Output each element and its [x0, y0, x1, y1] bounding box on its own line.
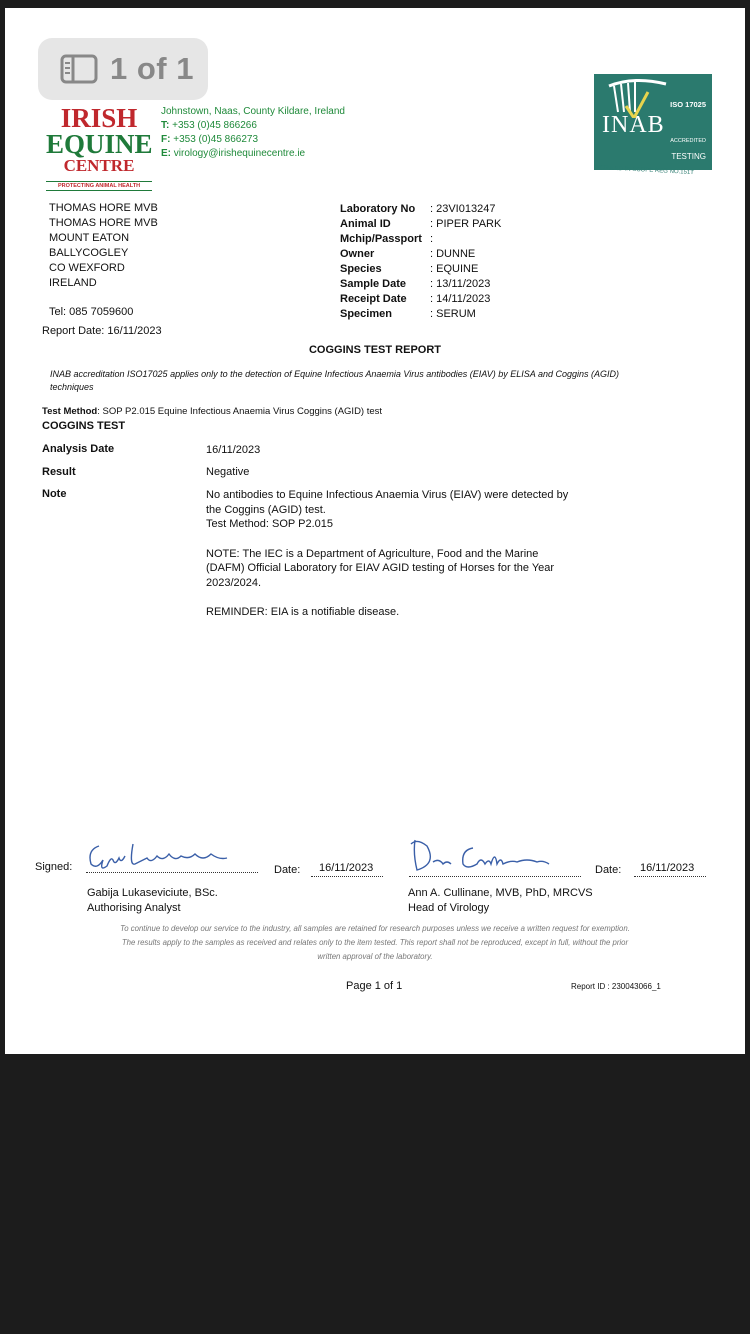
sidebar-icon	[60, 54, 98, 84]
recipient-address: THOMAS HORE MVB THOMAS HORE MVB MOUNT EATON BALLYCOGLEY CO WEXFORD IRELAND	[49, 202, 158, 289]
signature-right	[411, 840, 549, 870]
lab-detail-row: Specimen : SERUM	[340, 308, 476, 320]
signed-label: Signed:	[35, 861, 73, 873]
signer-left: Gabija Lukaseviciute, BSc. Authorising Analyst	[87, 887, 218, 914]
page-number: Page 1 of 1	[346, 980, 403, 992]
note-label: Note	[42, 488, 67, 500]
inab-note: INAB accreditation ISO17025 applies only to the detection of Equine Infectious Anaemia Virus antibodies (EIAV) by ELISA and Coggins (AGID) techniques	[50, 369, 619, 392]
footer-disclaimer: To continue to develop our service to the industry, all samples are retained for research purposes unless we receive a written request for exemption. The results apply to the samples as received and relates only to the item tested. This report shall not be reproduced, except in full, without the prior written approval of the laboratory.	[120, 924, 630, 961]
lab-fax: +353 (0)45 866273	[173, 134, 259, 145]
lab-detail-row: Receipt Date : 14/11/2023	[340, 293, 491, 305]
result-value: Negative	[206, 466, 250, 478]
lab-detail-row: Species : EQUINE	[340, 263, 479, 275]
date-right: 16/11/2023	[640, 862, 695, 874]
report-id: Report ID : 230043066_1	[571, 982, 661, 991]
lab-address: Johnstown, Naas, County Kildare, Ireland	[161, 106, 345, 117]
page-indicator[interactable]	[38, 38, 208, 100]
inab-logo: ISO 17025 INAB ACCREDITED TESTING	[594, 74, 712, 170]
lab-contact: Johnstown, Naas, County Kildare, Ireland T: +353 (0)45 866266 F: +353 (0)45 866273 E: virology@irishequinecentre.ie	[161, 106, 345, 159]
result-label: Result	[42, 466, 76, 478]
analysis-date-label: Analysis Date	[42, 443, 115, 455]
recipient-tel: Tel: 085 7059600	[49, 306, 134, 318]
date-left: 16/11/2023	[319, 862, 374, 874]
section-title: COGGINS TEST	[42, 420, 126, 432]
date-line-right	[634, 876, 706, 877]
signature-line-left	[86, 872, 258, 873]
date-line-left	[311, 876, 383, 877]
lab-detail-row: Laboratory No : 23VI013247	[340, 203, 496, 215]
lab-detail-row: Animal ID : PIPER PARK	[340, 218, 502, 230]
signature-line-right	[409, 876, 581, 877]
lab-details	[340, 202, 501, 322]
lab-phone: +353 (0)45 866266	[172, 120, 257, 131]
test-method: Test Method: SOP P2.015 Equine Infectious Anaemia Virus Coggins (AGID) test	[42, 406, 383, 417]
signature-left	[85, 836, 235, 876]
lab-email: virology@irishequinecentre.ie	[173, 148, 306, 159]
page-indicator-text: 1 of 1	[110, 51, 194, 86]
lab-detail-row: Owner : DUNNE	[340, 248, 476, 260]
inab-scope-text: DETAILED IN SCOPE REG NO.151T	[593, 164, 695, 177]
lab-detail-row: Mchip/Passport :	[340, 233, 434, 245]
note-text: No antibodies to Equine Infectious Anaemia Virus (EIAV) were detected by the Coggins (AGID) test. Test Method: SOP P2.015 NOTE: The IEC is a Department of Agriculture, Food and the Marine (DAFM) Official Laboratory for EIAV AGID testing of Horses for the Year 2023/2024. REMINDER: EIA is a notifiable disease.	[206, 489, 569, 618]
lab-detail-row: Sample Date : 13/11/2023	[340, 278, 491, 290]
date-label-left: Date:	[274, 864, 301, 876]
report-title: COGGINS TEST REPORT	[308, 344, 441, 356]
signer-right: Ann A. Cullinane, MVB, PhD, MRCVS Head of Virology	[408, 887, 593, 914]
date-label-right: Date:	[595, 864, 622, 876]
report-date: Report Date: 16/11/2023	[42, 325, 162, 337]
irish-equine-centre-logo: IRISH EQUINE CENTRE PROTECTING ANIMAL HEALTH	[46, 103, 153, 189]
analysis-date-value: 16/11/2023	[206, 444, 261, 456]
